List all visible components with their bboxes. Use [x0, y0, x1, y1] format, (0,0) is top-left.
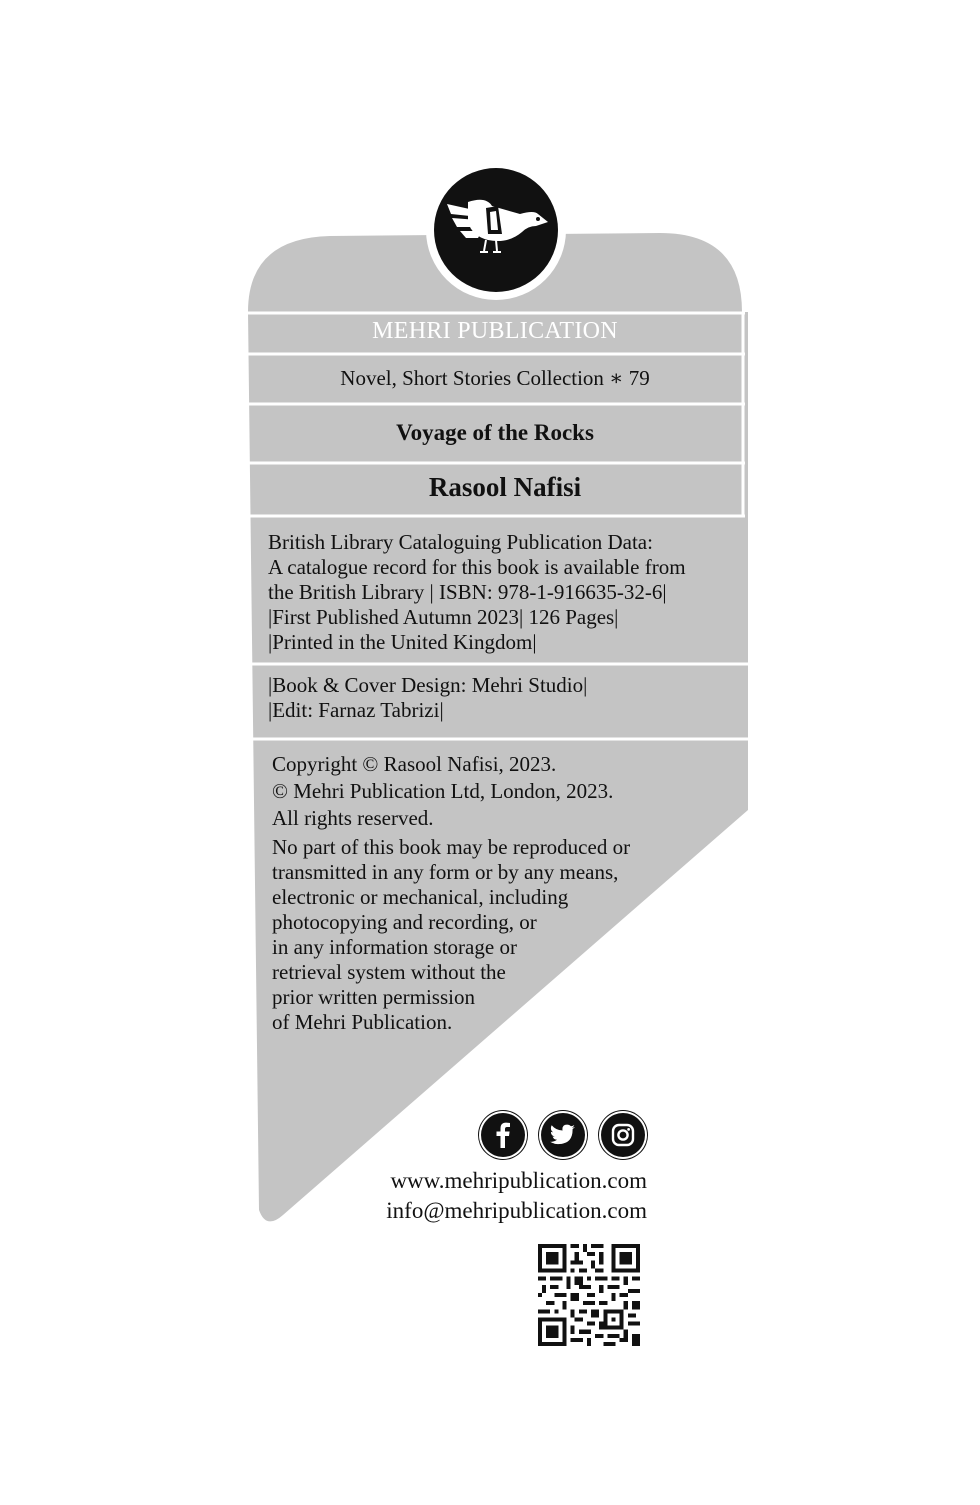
rights-line: photocopying and recording, or: [272, 910, 537, 934]
rights-line: prior written permission: [272, 985, 475, 1009]
catalogue-line: |Printed in the United Kingdom|: [268, 630, 537, 654]
catalogue-info: [268, 530, 686, 655]
credit-line: |Edit: Farnaz Tabrizi|: [268, 698, 444, 722]
twitter-icon[interactable]: [541, 1113, 585, 1157]
series-label: Novel, Short Stories Collection ∗ 79: [340, 366, 650, 390]
catalogue-line: A catalogue record for this book is available from: [268, 555, 686, 579]
email-link[interactable]: info@mehripublication.com: [386, 1198, 647, 1223]
rights-line: electronic or mechanical, including: [272, 885, 569, 909]
website-link[interactable]: www.mehripublication.com: [390, 1168, 647, 1193]
catalogue-line: the British Library | ISBN: 978-1-916635-32-6|: [268, 580, 667, 604]
credits: [268, 673, 587, 723]
credit-line: |Book & Cover Design: Mehri Studio|: [268, 673, 588, 697]
qr-code: [538, 1244, 640, 1346]
copyright-notice: [272, 751, 613, 832]
catalogue-line: |First Published Autumn 2023| 126 Pages|: [268, 605, 619, 629]
copyright-line: © Mehri Publication Ltd, London, 2023.: [272, 779, 614, 803]
rights-line: in any information storage or: [272, 935, 517, 959]
rights-line: transmitted in any form or by any means,: [272, 860, 619, 884]
rights-line: of Mehri Publication.: [272, 1010, 453, 1034]
facebook-icon[interactable]: [481, 1113, 525, 1157]
rights-notice: [272, 835, 630, 1035]
author-name: Rasool Nafisi: [428, 472, 582, 502]
book-title: Voyage of the Rocks: [396, 420, 594, 445]
rights-line: No part of this book may be reproduced or: [272, 835, 631, 859]
catalogue-line: British Library Cataloguing Publication Data:: [268, 530, 653, 554]
publisher-name: MEHRI PUBLICATION: [372, 318, 618, 344]
copyright-line: Copyright © Rasool Nafisi, 2023.: [272, 752, 557, 776]
rights-line: retrieval system without the: [272, 960, 506, 984]
instagram-icon[interactable]: [601, 1113, 645, 1157]
copyright-line: All rights reserved.: [272, 806, 434, 830]
